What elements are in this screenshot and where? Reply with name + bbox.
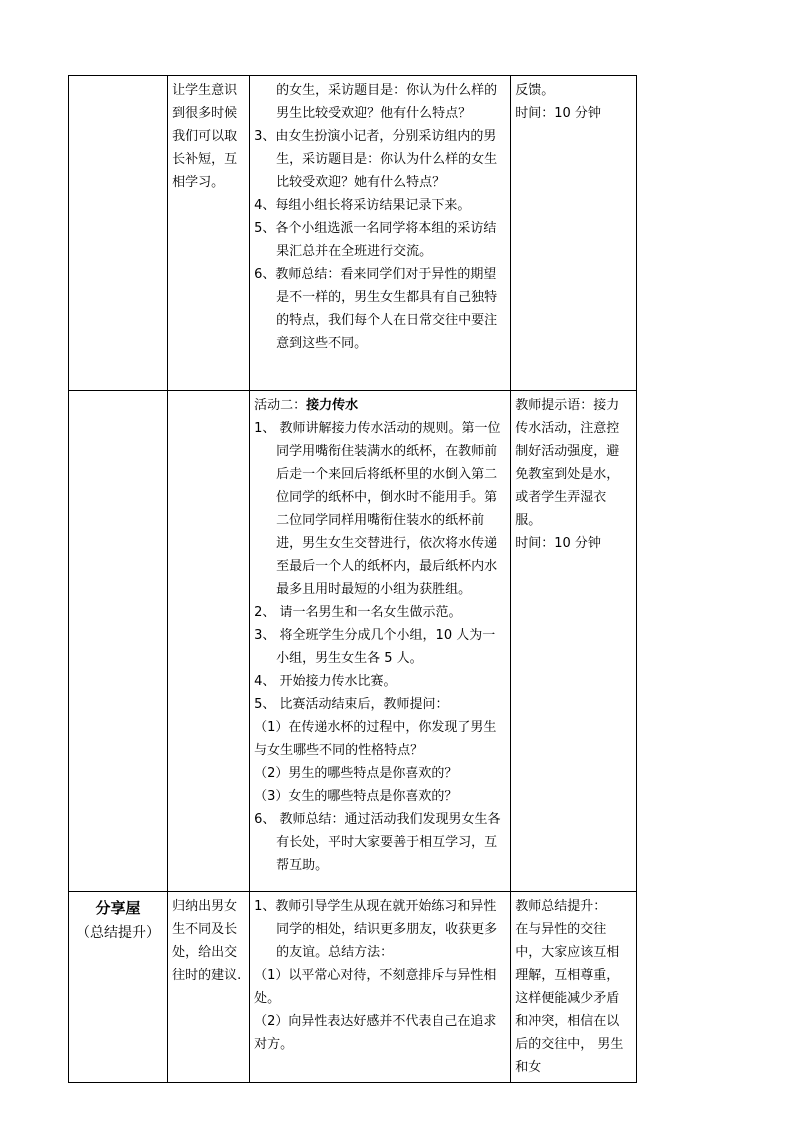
activity-title: 活动二：接力传水	[254, 398, 359, 413]
stage-name: 分享屋	[95, 899, 141, 917]
activity-line: 3、由女生扮演小记者，分别采访组内的男生，采访题目是：你认为什么样的女生比较受欢迎？她有什么特点？	[254, 129, 498, 190]
activity-line: 6、教师总结：看来同学们对于异性的期望是不一样的，男生女生都具有自己独特的特点，我们每个人在日常交往中要注意到这些不同。	[254, 267, 498, 351]
activity-line: 1、教师引导学生从现在就开始练习和异性同学的相处，结识更多朋友，收获更多的友谊。总结方法：	[254, 899, 498, 960]
note-line: 在与异性的交往中，大家应该互相理解，互相尊重，这样便能减少矛盾和冲突，相信在以后的交往中， 男生和女	[515, 922, 624, 1075]
method-line: （2）向异性表达好感并不代表自己在追求对方。	[254, 1014, 497, 1052]
lesson-plan-table	[68, 75, 637, 1083]
question-line: （3）女生的哪些特点是你喜欢的？	[254, 789, 458, 804]
activity-cell	[250, 76, 511, 391]
activity-line: 5、各个小组选派一名同学将本组的采访结果汇总并在全班进行交流。	[254, 221, 497, 259]
activity-line: 4、每组小组长将采访结果记录下来。	[254, 198, 471, 213]
note-line: 教师总结提升：	[515, 899, 607, 914]
goal-cell: 让学生意识到很多时候我们可以取长补短，互相学习。	[168, 76, 250, 391]
note-cell	[511, 76, 637, 391]
question-line: （1）在传递水杯的过程中，你发现了男生与女生哪些不同的性格特点？	[254, 720, 497, 758]
question-line: （2）男生的哪些特点是你喜欢的？	[254, 766, 458, 781]
note-cell	[511, 391, 637, 892]
stage-cell	[69, 76, 168, 391]
table-row	[69, 391, 637, 892]
note-cell	[511, 892, 637, 1083]
activity-line: 4、 开始接力传水比赛。	[254, 674, 397, 689]
activity-cell	[250, 892, 511, 1083]
method-line: （1）以平常心对待，不刻意排斥与异性相处。	[254, 968, 497, 1006]
activity-line: 5、 比赛活动结束后，教师提问：	[254, 697, 449, 712]
goal-cell	[168, 391, 250, 892]
activity-line: 2、 请一名男生和一名女生做示范。	[254, 605, 462, 620]
note-line: 时间：10 分钟	[515, 536, 601, 551]
activity-line: 3、 将全班学生分成几个小组，10 人为一小组，男生女生各 5 人。	[254, 628, 496, 666]
table-row	[69, 76, 637, 391]
stage-cell	[69, 892, 168, 1083]
table-row	[69, 892, 637, 1083]
stage-cell	[69, 391, 168, 892]
goal-cell: 归纳出男女生不同及长处，给出交往时的建议.	[168, 892, 250, 1083]
note-line: 教师提示语：接力传水活动，注意控制好活动强度，避免教室到处是水，或者学生弄湿衣服。	[515, 398, 620, 528]
activity-cell	[250, 391, 511, 892]
activity-line: 的女生，采访题目是：你认为什么样的男生比较受欢迎？他有什么特点？	[276, 83, 498, 121]
activity-line: 1、 教师讲解接力传水活动的规则。第一位同学用嘴衔住装满水的纸杯，在教师前后走一个来回后将纸杯里的水倒入第二位同学的纸杯中，倒水时不能用手。第二位同学同样用嘴衔住装水的纸杯前进，男生女生交替进行，依次将水传递至最后一个人的纸杯内，最后纸杯内水最多且用时最短的小组为获胜组。	[254, 421, 501, 597]
note-line: 时间：10 分钟	[515, 106, 601, 121]
note-line: 反馈。	[515, 83, 555, 98]
stage-subtitle: （总结提升）	[76, 925, 161, 941]
activity-line: 6、 教师总结：通过活动我们发现男女生各有长处，平时大家要善于相互学习，互帮互助。	[254, 812, 501, 873]
